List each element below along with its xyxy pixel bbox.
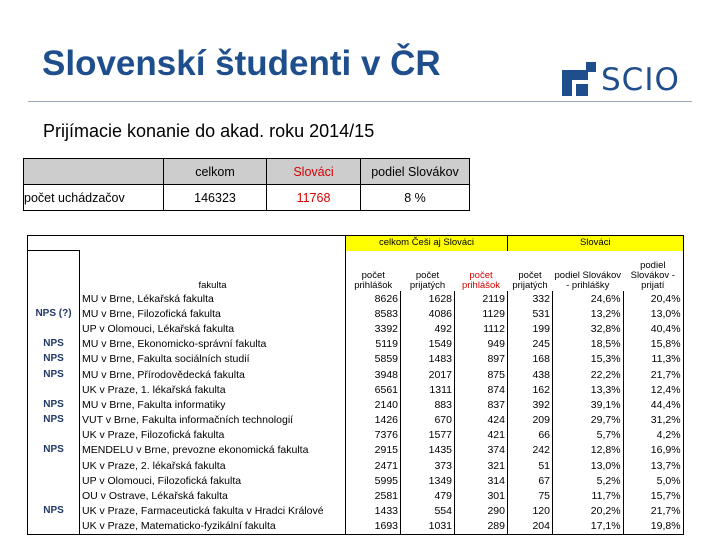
applications-slovak: 290 bbox=[455, 504, 508, 519]
table-row bbox=[28, 321, 684, 336]
nps-badge: NPS bbox=[28, 352, 80, 367]
nps-badge bbox=[28, 382, 80, 397]
faculty-name: MU v Brne, Fakulta sociálních studií bbox=[80, 352, 346, 367]
applications-slovak: 874 bbox=[455, 382, 508, 397]
table-row bbox=[28, 473, 684, 488]
share-applications: 39,1% bbox=[553, 397, 624, 412]
share-applications: 12,8% bbox=[553, 443, 624, 458]
share-applications: 13,0% bbox=[553, 458, 624, 473]
applications-total: 7376 bbox=[346, 428, 401, 443]
table-row bbox=[28, 291, 684, 306]
column-header-sk-prijatych bbox=[508, 251, 553, 292]
applications-total: 1433 bbox=[346, 504, 401, 519]
fakulta-label: fakulta bbox=[198, 280, 227, 291]
applications-total: 2471 bbox=[346, 458, 401, 473]
podiel-prijati-label-2: Slovákov - bbox=[630, 270, 675, 281]
applications-slovak: 949 bbox=[455, 337, 508, 352]
subtitle: Prijímacie konanie do akad. roku 2014/15 bbox=[43, 121, 375, 141]
share-admitted: 40,4% bbox=[623, 321, 683, 336]
share-admitted: 20,4% bbox=[623, 291, 683, 306]
podiel-prijati-label-3: prijatí bbox=[641, 280, 665, 291]
applications-total: 6561 bbox=[346, 382, 401, 397]
admitted-total: 2017 bbox=[401, 367, 455, 382]
share-admitted: 5,0% bbox=[623, 473, 683, 488]
applications-slovak: 2119 bbox=[455, 291, 508, 306]
prihlasok-label-1: počet bbox=[361, 270, 385, 281]
sk-prijatych-label-2: prijatých bbox=[512, 280, 548, 291]
applications-total: 5119 bbox=[346, 337, 401, 352]
nps-badge: NPS bbox=[28, 397, 80, 412]
admitted-slovak: 199 bbox=[508, 321, 553, 336]
nps-badge: NPS bbox=[28, 337, 80, 352]
applications-slovak: 314 bbox=[455, 473, 508, 488]
admitted-slovak: 209 bbox=[508, 413, 553, 428]
admitted-total: 492 bbox=[401, 321, 455, 336]
applications-slovak: 424 bbox=[455, 413, 508, 428]
faculty-name: MU v Brne, Filozofická fakulta bbox=[80, 306, 346, 321]
share-admitted: 13,7% bbox=[623, 458, 683, 473]
applications-total: 5995 bbox=[346, 473, 401, 488]
nps-column-header bbox=[28, 251, 80, 292]
table-row bbox=[28, 458, 684, 473]
admitted-total: 883 bbox=[401, 397, 455, 412]
table-row bbox=[28, 488, 684, 503]
sk-prijatych-label-1: počet bbox=[518, 270, 542, 281]
admitted-slovak: 162 bbox=[508, 382, 553, 397]
table-row bbox=[28, 413, 684, 428]
admitted-slovak: 245 bbox=[508, 337, 553, 352]
admitted-slovak: 332 bbox=[508, 291, 553, 306]
admitted-total: 1628 bbox=[401, 291, 455, 306]
column-header-podiel-prijati bbox=[623, 251, 683, 292]
applications-slovak: 1129 bbox=[455, 306, 508, 321]
admitted-slovak: 204 bbox=[508, 519, 553, 535]
table-row bbox=[28, 519, 684, 535]
admitted-slovak: 75 bbox=[508, 488, 553, 503]
applications-total: 2581 bbox=[346, 488, 401, 503]
prijatych-label-2: prijatých bbox=[409, 280, 446, 291]
faculty-name: UK v Praze, 2. lékařská fakulta bbox=[80, 458, 346, 473]
admitted-total: 1549 bbox=[401, 337, 455, 352]
share-applications: 22,2% bbox=[553, 367, 624, 382]
title-divider bbox=[28, 101, 692, 102]
nps-badge bbox=[28, 519, 80, 535]
group-header-all: celkom Češi aj Slováci bbox=[346, 236, 508, 251]
share-applications: 13,2% bbox=[553, 306, 624, 321]
faculty-table-body bbox=[28, 291, 684, 535]
applications-slovak: 897 bbox=[455, 352, 508, 367]
faculty-name: MU v Brne, Ekonomicko-správní fakulta bbox=[80, 337, 346, 352]
column-header-fakulta bbox=[80, 251, 346, 292]
faculty-name: UK v Praze, 1. lékařská fakulta bbox=[80, 382, 346, 397]
applications-slovak: 289 bbox=[455, 519, 508, 535]
share-applications: 5,7% bbox=[553, 428, 624, 443]
share-admitted: 21,7% bbox=[623, 504, 683, 519]
admitted-slovak: 392 bbox=[508, 397, 553, 412]
share-applications: 32,8% bbox=[553, 321, 624, 336]
share-admitted: 16,9% bbox=[623, 443, 683, 458]
share-admitted: 31,2% bbox=[623, 413, 683, 428]
admitted-total: 1435 bbox=[401, 443, 455, 458]
scio-logo-icon bbox=[562, 62, 596, 96]
faculty-name: UK v Praze, Farmaceutická fakulta v Hradci Králové bbox=[80, 504, 346, 519]
nps-badge bbox=[28, 291, 80, 306]
summary-header-row bbox=[24, 159, 470, 185]
nps-badge bbox=[28, 488, 80, 503]
applications-total: 5859 bbox=[346, 352, 401, 367]
table-row bbox=[28, 306, 684, 321]
summary-header-podiel: podiel Slovákov bbox=[361, 159, 470, 185]
admitted-slovak: 242 bbox=[508, 443, 553, 458]
admitted-total: 1311 bbox=[401, 382, 455, 397]
column-header-row bbox=[28, 251, 684, 292]
applications-slovak: 301 bbox=[455, 488, 508, 503]
prihlasok-label-2: prihlášok bbox=[354, 280, 393, 291]
table-row bbox=[28, 382, 684, 397]
summary-header-slovaci: Slováci bbox=[267, 159, 361, 185]
admitted-total: 1349 bbox=[401, 473, 455, 488]
applications-total: 8583 bbox=[346, 306, 401, 321]
summary-value-celkom: 146323 bbox=[164, 185, 267, 211]
table-row bbox=[28, 443, 684, 458]
admitted-total: 670 bbox=[401, 413, 455, 428]
share-admitted: 4,2% bbox=[623, 428, 683, 443]
summary-value-slovaci: 11768 bbox=[267, 185, 361, 211]
admitted-total: 1577 bbox=[401, 428, 455, 443]
summary-row-label: počet uchádzačov bbox=[24, 185, 164, 211]
share-applications: 11,7% bbox=[553, 488, 624, 503]
table-row bbox=[28, 504, 684, 519]
admitted-slovak: 67 bbox=[508, 473, 553, 488]
faculty-name: MU v Brne, Přírodovědecká fakulta bbox=[80, 367, 346, 382]
share-applications: 18,5% bbox=[553, 337, 624, 352]
summary-table bbox=[23, 158, 470, 211]
share-applications: 24,6% bbox=[553, 291, 624, 306]
applications-total: 1693 bbox=[346, 519, 401, 535]
faculty-name: MU v Brne, Fakulta informatiky bbox=[80, 397, 346, 412]
applications-slovak: 374 bbox=[455, 443, 508, 458]
nps-badge: NPS (?) bbox=[28, 306, 80, 321]
faculty-name: OU v Ostrave, Lékařská fakulta bbox=[80, 488, 346, 503]
faculty-name: UP v Olomouci, Filozofická fakulta bbox=[80, 473, 346, 488]
column-header-prijatych bbox=[401, 251, 455, 292]
admitted-total: 4086 bbox=[401, 306, 455, 321]
podiel-prijati-label-1: podiel bbox=[640, 260, 666, 271]
column-header-sk-prihlasok bbox=[455, 251, 508, 292]
faculty-name: UP v Olomouci, Lékařská fakulta bbox=[80, 321, 346, 336]
summary-corner bbox=[24, 159, 164, 185]
header-corner bbox=[28, 236, 80, 251]
applications-total: 1426 bbox=[346, 413, 401, 428]
summary-value-podiel: 8 % bbox=[361, 185, 470, 211]
share-admitted: 19,8% bbox=[623, 519, 683, 535]
applications-total: 8626 bbox=[346, 291, 401, 306]
admitted-slovak: 51 bbox=[508, 458, 553, 473]
admitted-slovak: 168 bbox=[508, 352, 553, 367]
sk-prihlasok-label-2: prihlášok bbox=[461, 280, 501, 291]
share-applications: 29,7% bbox=[553, 413, 624, 428]
scio-logo-text: SCIO bbox=[601, 62, 680, 98]
faculty-table bbox=[27, 235, 684, 535]
admitted-total: 1031 bbox=[401, 519, 455, 535]
share-admitted: 13,0% bbox=[623, 306, 683, 321]
admitted-slovak: 438 bbox=[508, 367, 553, 382]
column-header-prihlasok bbox=[346, 251, 401, 292]
faculty-name: VUT v Brne, Fakulta informačních technologií bbox=[80, 413, 346, 428]
faculty-name: UK v Praze, Filozofická fakulta bbox=[80, 428, 346, 443]
nps-badge: NPS bbox=[28, 367, 80, 382]
table-row bbox=[28, 352, 684, 367]
table-row bbox=[28, 428, 684, 443]
share-admitted: 12,4% bbox=[623, 382, 683, 397]
admitted-slovak: 531 bbox=[508, 306, 553, 321]
share-applications: 13,3% bbox=[553, 382, 624, 397]
nps-badge: NPS bbox=[28, 413, 80, 428]
share-applications: 5,2% bbox=[553, 473, 624, 488]
share-admitted: 15,8% bbox=[623, 337, 683, 352]
group-header-row bbox=[28, 236, 684, 251]
applications-slovak: 1112 bbox=[455, 321, 508, 336]
admitted-total: 373 bbox=[401, 458, 455, 473]
podiel-prihlasky-label-2: - prihlášky bbox=[566, 280, 610, 291]
faculty-name: MENDELU v Brne, prevozne ekonomická fakulta bbox=[80, 443, 346, 458]
applications-total: 2140 bbox=[346, 397, 401, 412]
table-row bbox=[28, 337, 684, 352]
admitted-total: 554 bbox=[401, 504, 455, 519]
column-header-podiel-prihlasky bbox=[553, 251, 624, 292]
share-admitted: 44,4% bbox=[623, 397, 683, 412]
admitted-total: 479 bbox=[401, 488, 455, 503]
podiel-prihlasky-label-1: podiel Slovákov bbox=[554, 270, 622, 281]
header-blank bbox=[80, 236, 346, 251]
faculty-name: MU v Brne, Lékařská fakulta bbox=[80, 291, 346, 306]
group-header-slovaci: Slováci bbox=[508, 236, 684, 251]
summary-data-row bbox=[24, 185, 470, 211]
sk-prihlasok-label-1: počet bbox=[469, 270, 493, 281]
faculty-name: UK v Praze, Matematicko-fyzikální fakulta bbox=[80, 519, 346, 535]
applications-total: 3392 bbox=[346, 321, 401, 336]
scio-logo bbox=[562, 62, 686, 98]
nps-badge: NPS bbox=[28, 443, 80, 458]
applications-total: 3948 bbox=[346, 367, 401, 382]
applications-slovak: 421 bbox=[455, 428, 508, 443]
table-row bbox=[28, 397, 684, 412]
applications-slovak: 321 bbox=[455, 458, 508, 473]
admitted-slovak: 120 bbox=[508, 504, 553, 519]
page-title: Slovenskí študenti v ČR bbox=[42, 44, 441, 83]
admitted-total: 1483 bbox=[401, 352, 455, 367]
nps-badge bbox=[28, 458, 80, 473]
nps-badge: NPS bbox=[28, 504, 80, 519]
share-applications: 15,3% bbox=[553, 352, 624, 367]
nps-badge bbox=[28, 321, 80, 336]
prijatych-label-1: počet bbox=[415, 270, 440, 281]
admitted-slovak: 66 bbox=[508, 428, 553, 443]
share-applications: 17,1% bbox=[553, 519, 624, 535]
share-applications: 20,2% bbox=[553, 504, 624, 519]
nps-badge bbox=[28, 473, 80, 488]
applications-slovak: 837 bbox=[455, 397, 508, 412]
share-admitted: 21,7% bbox=[623, 367, 683, 382]
table-row bbox=[28, 367, 684, 382]
share-admitted: 15,7% bbox=[623, 488, 683, 503]
applications-slovak: 875 bbox=[455, 367, 508, 382]
nps-badge bbox=[28, 428, 80, 443]
summary-header-celkom: celkom bbox=[164, 159, 267, 185]
applications-total: 2915 bbox=[346, 443, 401, 458]
share-admitted: 11,3% bbox=[623, 352, 683, 367]
